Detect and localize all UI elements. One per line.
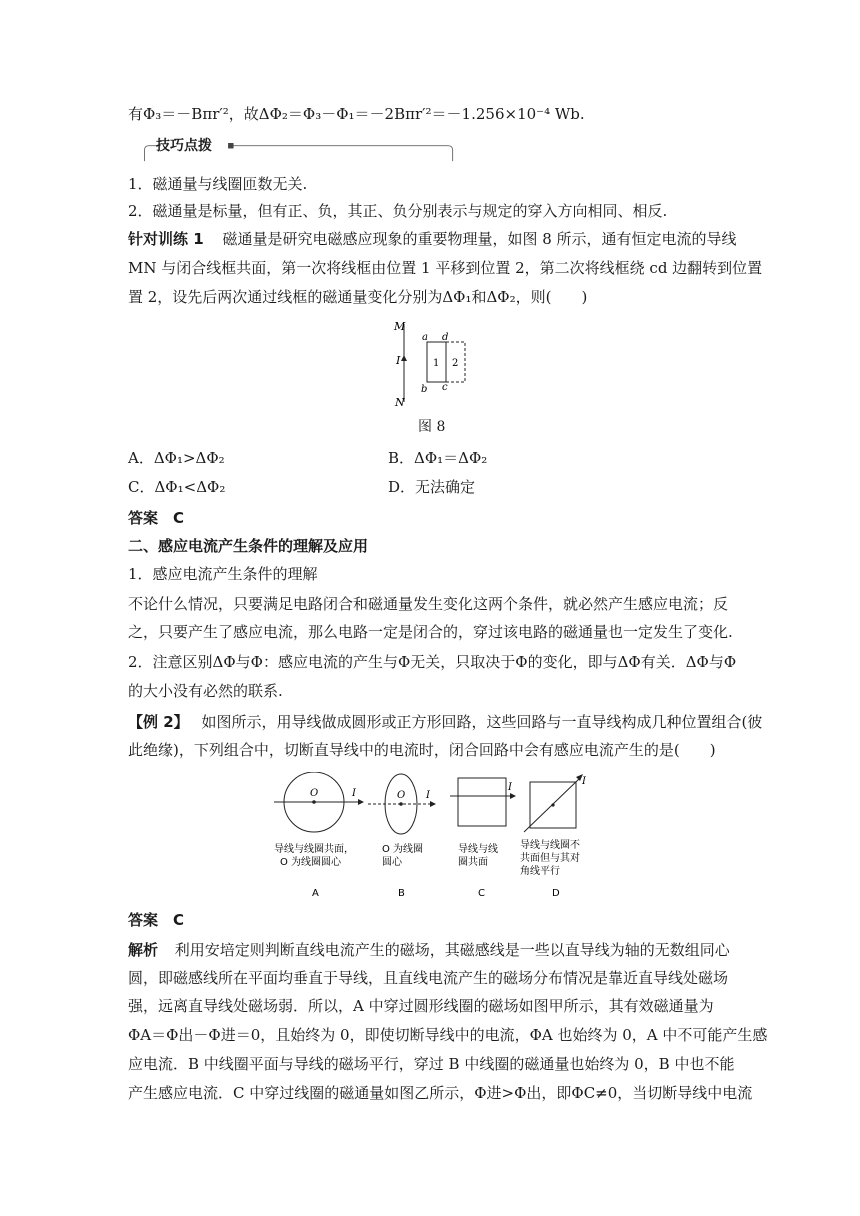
c-caption-1: 导线与线 — [458, 844, 498, 855]
example2-text-1: 如图所示，用导线做成圆形或正方形回路，这些回路与一直导线构成几种位置组合(彼 — [201, 713, 763, 731]
analysis-line-4: ΦA＝Φ出－Φ进＝0，且始终为 0，即使切断导线中的电流，ΦA 也始终为 0，A 中不可能产生感 — [128, 1026, 768, 1044]
option-c[interactable]: C．ΔΦ₁<ΔΦ₂ — [128, 478, 226, 496]
example2-line-1 — [128, 712, 762, 732]
tips-title: 技巧点拨 — [156, 138, 212, 154]
current-arrow — [401, 355, 407, 361]
d-caption-2: 共面但与其对 — [520, 853, 580, 864]
exercise-line-1 — [128, 229, 737, 249]
a-label-o: O — [310, 788, 319, 799]
example2-line-2: 此绝缘)，下列组合中，切断直导线中的电流时，闭合回路中会有感应电流产生的是( ) — [128, 741, 716, 759]
d-caption-3: 角线平行 — [520, 866, 560, 877]
analysis-text-1: 利用安培定则判断直线电流产生的磁场，其磁感线是一些以直导线为轴的无数组同心 — [174, 941, 730, 959]
label-b: b — [421, 384, 428, 395]
option-d[interactable]: D．无法确定 — [388, 478, 476, 496]
label-n: N — [395, 396, 405, 409]
example2-figures — [270, 772, 592, 898]
figure-b — [368, 774, 436, 898]
analysis-line-1 — [128, 940, 730, 960]
a-caption-2: O 为线圈圆心 — [280, 857, 342, 868]
c-caption-2: 圈共面 — [458, 857, 488, 868]
figure-a — [274, 772, 364, 898]
analysis-line-3: 强，远离直导线处磁场弱．所以，A 中穿过圆形线圈的磁场如图甲所示，其有效磁通量为 — [128, 997, 714, 1015]
c-label-i: I — [508, 782, 512, 793]
b-label-i: I — [426, 790, 430, 801]
section2-sub1: 1．感应电流产生条件的理解 — [128, 565, 318, 583]
label-1: 1 — [433, 358, 440, 369]
exercise-text-1: 磁通量是研究电磁感应现象的重要物理量，如图 8 所示，通有恒定电流的导线 — [222, 230, 737, 248]
section2-para1-line1: 不论什么情况，只要满足电路闭合和磁通量发生变化这两个条件，就必然产生感应电流；反 — [128, 595, 729, 613]
analysis-label: 解析 — [128, 941, 159, 959]
a-label-i: I — [352, 788, 356, 799]
figure-d — [520, 774, 587, 898]
c-letter: C — [478, 888, 485, 898]
top-formula: 有Φ₃＝－Bπr′²，故ΔΦ₂＝Φ₃－Φ₁＝－2Bπr′²＝－1.256×10⁻⁴ Wb. — [128, 105, 585, 123]
label-a: a — [422, 332, 428, 343]
d-letter: D — [552, 888, 560, 898]
d-caption-1: 导线与线圈不 — [520, 840, 580, 851]
exercise-answer: 答案 C — [128, 509, 185, 527]
exercise-label: 针对训练 1 — [128, 230, 204, 248]
d-label-i: I — [582, 776, 586, 787]
tip-item-2: 2．磁通量是标量，但有正、负，其正、负分别表示与规定的穿入方向相同、相反. — [128, 202, 668, 220]
label-m: M — [394, 320, 406, 333]
section2-title: 二、感应电流产生条件的理解及应用 — [128, 537, 369, 555]
label-c: c — [442, 382, 448, 393]
exercise-line-3: 置 2，设先后两次通过线框的磁通量变化分别为ΔΦ₁和ΔΦ₂，则( ) — [128, 288, 588, 306]
option-b[interactable]: B．ΔΦ₁＝ΔΦ₂ — [388, 449, 488, 467]
a-letter: A — [312, 888, 319, 898]
section2-sub2-line1: 2．注意区别ΔΦ与Φ：感应电流的产生与Φ无关，只取决于Φ的变化，即与ΔΦ有关．ΔΦ与Φ — [128, 653, 737, 671]
section2-sub2-line2: 的大小没有必然的联系. — [128, 682, 283, 700]
label-2: 2 — [452, 358, 459, 369]
exercise-line-2: MN 与闭合线框共面，第一次将线框由位置 1 平移到位置 2，第二次将线框绕 cd 边翻转到位置 — [128, 259, 763, 277]
analysis-line-6: 产生感应电流．C 中穿过线圈的磁通量如图乙所示，Φ进>Φ出，即ΦC≠0，当切断导线中电流 — [128, 1084, 753, 1102]
figure-8-caption: 图 8 — [418, 419, 446, 435]
b-label-o: O — [397, 790, 406, 801]
example2-answer: 答案 C — [128, 911, 185, 929]
loop-c — [458, 778, 506, 826]
label-d: d — [442, 332, 449, 343]
figure-8 — [390, 318, 480, 410]
example2-label: 【例 2】 — [128, 713, 189, 731]
analysis-line-2: 圆，即磁感线所在平面均垂直于导线，且直线电流产生的磁场分布情况是靠近直导线处磁场 — [128, 969, 729, 987]
b-caption-2: 圆心 — [382, 857, 402, 868]
tip-item-1: 1．磁通量与线圈匝数无关. — [128, 175, 308, 193]
b-letter: B — [398, 888, 405, 898]
label-i: I — [396, 354, 401, 367]
analysis-line-5: 应电流．B 中线圈平面与导线的磁场平行，穿过 B 中线圈的磁通量也始终为 0，B 中也不能 — [128, 1055, 735, 1073]
a-caption-1: 导线与线圈共面， — [274, 844, 354, 855]
section2-para1-line2: 之，只要产生了感应电流，那么电路一定是闭合的，穿过该电路的磁通量也一定发生了变化. — [128, 623, 733, 641]
figure-c — [450, 778, 516, 898]
option-a[interactable]: A．ΔΦ₁>ΔΦ₂ — [128, 449, 225, 467]
b-caption-1: O 为线圈 — [382, 844, 424, 855]
